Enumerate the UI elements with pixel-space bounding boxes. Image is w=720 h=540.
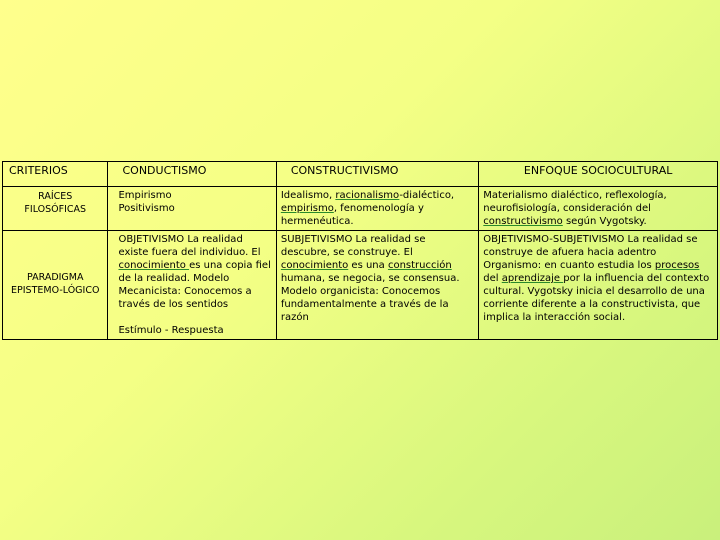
racionalismo-link[interactable]: racionalismo bbox=[335, 190, 400, 201]
cell-sociocultural-raices bbox=[479, 187, 718, 231]
cell-conductismo-paradigma bbox=[108, 231, 276, 340]
header-row bbox=[3, 162, 718, 187]
cell-conductismo-raices bbox=[108, 187, 276, 231]
row-label-paradigma: PARADIGMA EPISTEMO-LÓGICO bbox=[3, 231, 108, 340]
empirismo-link[interactable]: empirismo bbox=[280, 203, 334, 214]
cell-text: según Vygotsky. bbox=[562, 216, 647, 227]
row-label-raices: RAÍCES FILOSÓFICAS bbox=[3, 187, 108, 231]
cell-text: OBJETIVISMO-SUBJETIVISMO La realidad se construye de afuera hacia adentro Organismo: en cuanto estudia los bbox=[483, 234, 698, 271]
cell-text: OBJETIVISMO La realidad existe fuera del individuo. El bbox=[118, 234, 261, 258]
cell-text: es una copia fiel de la realidad. Modelo Mecanicista: Conocemos a través de los sentidos bbox=[118, 260, 271, 310]
conocimiento-link[interactable]: conocimiento bbox=[118, 260, 190, 271]
cell-text: humana, se negocia, se consensua. Modelo organicista: Conocemos fundamentalmente a través de la razón bbox=[280, 273, 460, 323]
cell-text: Estímulo - Respuesta bbox=[118, 325, 224, 336]
aprendizaje-link[interactable]: aprendizaje bbox=[501, 273, 564, 284]
cell-sociocultural-paradigma bbox=[479, 231, 718, 340]
comparison-table bbox=[2, 161, 718, 340]
cell-text: -dialéctico, bbox=[399, 190, 455, 201]
cell-text: del bbox=[483, 273, 502, 284]
header-constructivismo: CONSTRUCTIVISMO bbox=[276, 162, 478, 187]
table-row bbox=[3, 187, 718, 231]
cell-line: Empirismo bbox=[118, 190, 172, 201]
cell-text: es una bbox=[348, 260, 388, 271]
cell-constructivismo-raices bbox=[276, 187, 478, 231]
cell-text: Materialismo dialéctico, reflexología, neurofisiología, consideración del bbox=[483, 190, 667, 214]
cell-text: por la influencia del contexto cultural. Vygotsky inicia el desarrollo de una corriente diferente a la constructivista, que implica la interacción social. bbox=[483, 273, 710, 323]
header-sociocultural: ENFOQUE SOCIOCULTURAL bbox=[479, 162, 718, 187]
conocimiento-link[interactable]: conocimiento bbox=[280, 260, 349, 271]
constructivismo-link[interactable]: constructivismo bbox=[483, 216, 563, 227]
cell-line: Positivismo bbox=[118, 203, 175, 214]
procesos-link[interactable]: procesos bbox=[654, 260, 700, 271]
cell-constructivismo-paradigma bbox=[276, 231, 478, 340]
cell-text: , fenomenología y hermenéutica. bbox=[280, 203, 424, 227]
table-row bbox=[3, 231, 718, 340]
cell-text: Idealismo, bbox=[280, 190, 336, 201]
construccion-link[interactable]: construcción bbox=[387, 260, 452, 271]
header-conductismo: CONDUCTISMO bbox=[108, 162, 276, 187]
cell-text: SUBJETIVISMO La realidad se descubre, se construye. El bbox=[280, 234, 426, 258]
header-criterios: CRITERIOS bbox=[3, 162, 108, 187]
